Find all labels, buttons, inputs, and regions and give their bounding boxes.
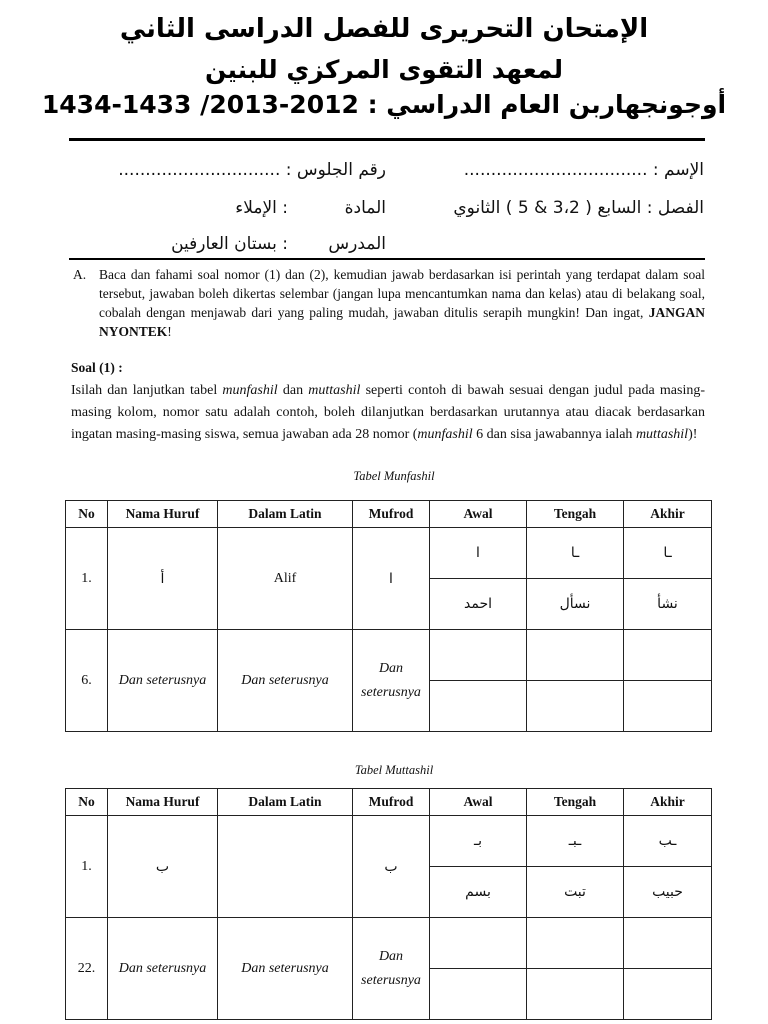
col-awal: Awal — [430, 501, 527, 528]
cell-latin: Dan seterusnya — [218, 918, 353, 1020]
col-tengah: Tengah — [527, 789, 624, 816]
cell-tengah — [527, 630, 624, 681]
table-munfashil — [65, 500, 712, 732]
table-munfashil-caption: Tabel Munfashil — [353, 469, 435, 483]
exam-title: الإمتحان التحريرى للفصل الدراسى الثاني — [119, 14, 649, 44]
cell-akhir — [624, 630, 712, 681]
q-text-4: 6 dan sisa jawabannya ialah — [472, 427, 636, 442]
teacher-value: : بستان العارفين — [171, 234, 288, 254]
question-text — [71, 380, 705, 446]
col-no: No — [66, 501, 108, 528]
seat-number-field — [118, 160, 386, 180]
table-row — [66, 528, 712, 579]
instruction-text — [99, 265, 705, 341]
name-field — [464, 160, 704, 180]
cell-akhir-example — [624, 681, 712, 732]
q-term-munfashil: munfashil — [222, 383, 278, 398]
q-text-1: Isilah dan lanjutkan tabel — [71, 383, 223, 398]
cell-akhir-example: حبيب — [624, 867, 712, 918]
name-blank: .................................. — [463, 160, 648, 180]
instruction-text-main: Baca dan fahami soal nomor (1) dan (2), kemudian jawab berdasarkan isi perintah yang terdapat dalam soal tersebut, jawaban boleh dikertas selembar (jangan lupa mencantumkan nama dan kelas) atau di belakang soal, cobalah dengan menjawab dari yang paling mudah, jawaban ditulis serapih mungkin! Dan ingat, — [99, 267, 705, 320]
cell-mufrod: Dan seterusnya — [353, 918, 430, 1020]
cell-tengah: ـا — [527, 528, 624, 579]
teacher-label: المدرس — [328, 234, 386, 254]
seat-number-label: رقم الجلوس : — [285, 160, 386, 180]
cell-tengah-example — [527, 681, 624, 732]
col-akhir: Akhir — [624, 501, 712, 528]
cell-tengah-example: تبت — [527, 867, 624, 918]
cell-tengah-example: نسأل — [527, 579, 624, 630]
cell-no: 6. — [66, 630, 108, 732]
col-dalam-latin: Dalam Latin — [218, 501, 353, 528]
cell-mufrod: ا — [353, 528, 430, 630]
col-no: No — [66, 789, 108, 816]
cell-latin: Dan seterusnya — [218, 630, 353, 732]
cell-awal-example — [430, 969, 527, 1020]
cell-no: 1. — [66, 816, 108, 918]
academic-year: أوجونجهاربن العام الدراسي : 2012-2013/ 1433-1434 — [41, 90, 727, 119]
cell-awal: ا — [430, 528, 527, 579]
cell-no: 1. — [66, 528, 108, 630]
cell-nama: ب — [108, 816, 218, 918]
subject-value: : الإملاء — [235, 198, 288, 218]
cell-akhir: ـا — [624, 528, 712, 579]
table-row — [66, 630, 712, 681]
seat-number-blank: .............................. — [118, 160, 281, 180]
cell-nama: أ — [108, 528, 218, 630]
q-text-3: seperti contoh di bawah sesuai dengan judul pada masing-masing kolom, nomor satu adalah contoh, boleh dilanjutkan berdasarkan urutannya atau diacak berdasarkan ingatan masing-masing siswa, semua jawaban ada 28 nomor ( — [71, 383, 705, 442]
q-term-munfashil-2: munfashil — [417, 427, 473, 442]
q-text-5: )! — [688, 427, 698, 442]
q-term-muttashil: muttashil — [308, 383, 361, 398]
table-header-row — [66, 501, 712, 528]
cell-mufrod: ب — [353, 816, 430, 918]
subject-label: المادة — [344, 198, 386, 218]
cell-awal: بـ — [430, 816, 527, 867]
q-term-muttashil-2: muttashil — [635, 427, 689, 442]
instruction-text-end: ! — [167, 324, 172, 339]
cell-tengah — [527, 918, 624, 969]
col-mufrod: Mufrod — [353, 501, 430, 528]
form-divider — [69, 258, 705, 260]
cell-latin: Alif — [218, 528, 353, 630]
cell-awal — [430, 918, 527, 969]
cell-akhir-example: نشأ — [624, 579, 712, 630]
table-header-row — [66, 789, 712, 816]
col-tengah: Tengah — [527, 501, 624, 528]
name-label: الإسم : — [652, 160, 704, 180]
cell-awal-example: بسم — [430, 867, 527, 918]
question-title: Soal (1) : — [71, 360, 123, 375]
cell-latin — [218, 816, 353, 918]
cell-awal — [430, 630, 527, 681]
header-divider — [69, 138, 705, 141]
table-muttashil-caption: Tabel Muttashil — [354, 763, 434, 777]
col-nama-huruf: Nama Huruf — [108, 789, 218, 816]
col-mufrod: Mufrod — [353, 789, 430, 816]
cell-tengah-example — [527, 969, 624, 1020]
table-row — [66, 918, 712, 969]
col-awal: Awal — [430, 789, 527, 816]
cell-no: 22. — [66, 918, 108, 1020]
q-text-2: dan — [277, 383, 309, 398]
col-dalam-latin: Dalam Latin — [218, 789, 353, 816]
class-field: الفصل : السابع ( 3،2 & 5 ) الثانوي — [453, 198, 704, 218]
cell-akhir: ـب — [624, 816, 712, 867]
col-akhir: Akhir — [624, 789, 712, 816]
cell-mufrod: Dan seterusnya — [353, 630, 430, 732]
school-name: لمعهد التقوى المركزي للبنين — [204, 55, 564, 84]
cell-akhir — [624, 918, 712, 969]
table-muttashil — [65, 788, 712, 1020]
cell-tengah: ـبـ — [527, 816, 624, 867]
instruction-warning: JANGAN NYONTEK — [99, 305, 705, 339]
table-row — [66, 816, 712, 867]
cell-awal-example: احمد — [430, 579, 527, 630]
cell-awal-example — [430, 681, 527, 732]
cell-akhir-example — [624, 969, 712, 1020]
cell-nama: Dan seterusnya — [108, 630, 218, 732]
col-nama-huruf: Nama Huruf — [108, 501, 218, 528]
instruction-letter: A. — [73, 267, 87, 282]
cell-nama: Dan seterusnya — [108, 918, 218, 1020]
